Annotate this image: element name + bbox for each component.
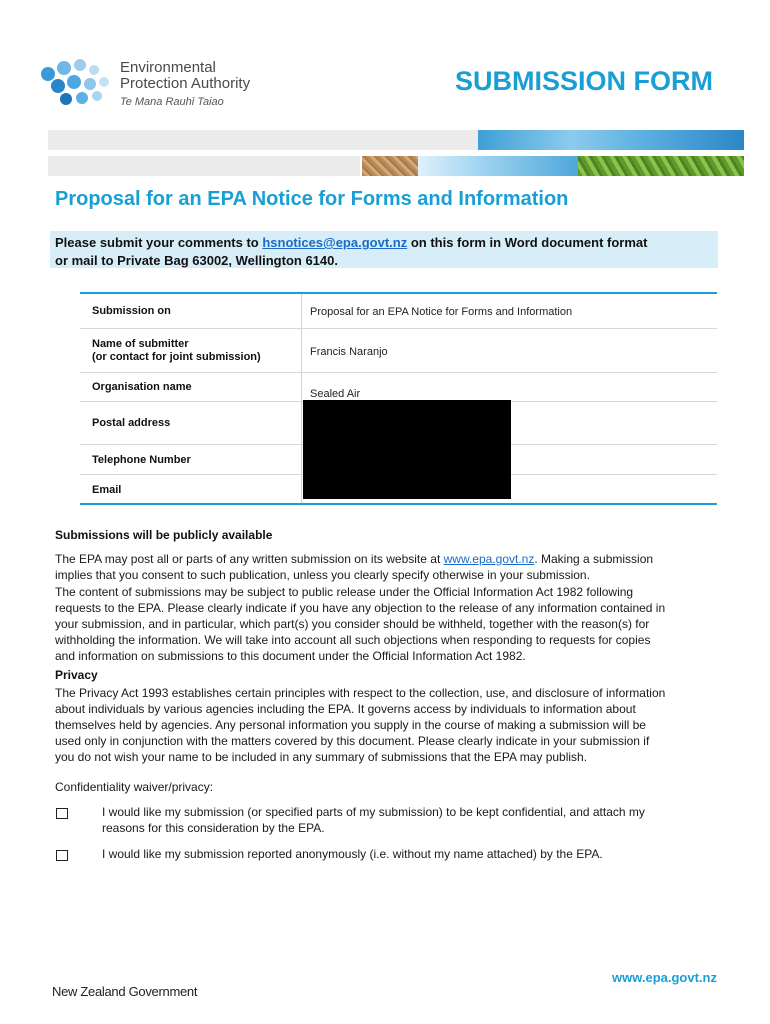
- submitter-name-value[interactable]: Francis Naranjo: [310, 346, 388, 358]
- email-link[interactable]: hsnotices@epa.govt.nz: [262, 235, 408, 250]
- paragraph-line: The Privacy Act 1993 establishes certain principles with respect to the collection, use, and disclosure of information: [55, 686, 666, 700]
- submission-on-label: Submission on: [92, 305, 171, 317]
- table-row-divider: [80, 328, 717, 329]
- organisation-name: [120, 60, 250, 110]
- option-line: reasons for this consideration by the EPA.: [102, 821, 325, 835]
- paragraph-line: requests to the EPA. Please clearly indicate if you have any objection to the release of any information contained in: [55, 601, 666, 615]
- publication-paragraph: [55, 551, 720, 583]
- paragraph-line: themselves held by agencies. Any personal information you supply in the course of making a submission will be: [55, 718, 646, 732]
- org-line-1: Environmental: [120, 59, 216, 76]
- privacy-heading: Privacy: [55, 668, 98, 682]
- footer-website-link[interactable]: www.epa.govt.nz: [612, 970, 717, 985]
- intro-text: or mail to Private Bag 63002, Wellington 6140.: [55, 253, 338, 268]
- banner-sky-image: [478, 130, 744, 150]
- submitter-name-label-line2: (or contact for joint submission): [92, 351, 261, 363]
- banner-cloud-image: [418, 156, 578, 176]
- paragraph-text: implies that you consent to such publication, unless you clearly specify otherwise in your submission.: [55, 568, 590, 582]
- option-line: I would like my submission (or specified parts of my submission) to be kept confidential, and attach my: [102, 805, 645, 819]
- table-top-border: [80, 292, 717, 294]
- nz-government-logo: New Zealand Government: [52, 984, 198, 999]
- intro-text: on this form in Word document format: [407, 235, 648, 250]
- redacted-block: [303, 400, 511, 499]
- banner-strip: [48, 156, 360, 176]
- paragraph-line: withholding the information. We will take into account all such objections when responding to requests for copies: [55, 633, 651, 647]
- organisation-value[interactable]: Sealed Air: [310, 388, 361, 400]
- table-bottom-border: [80, 503, 717, 505]
- banner-sand-image: [362, 156, 418, 176]
- anonymous-checkbox[interactable]: [56, 850, 68, 861]
- organisation-label: Organisation name: [92, 381, 192, 393]
- org-tagline: Te Mana Rauhī Taiao: [120, 96, 224, 108]
- epa-dots-logo-icon: [36, 56, 110, 108]
- oia-paragraph: [55, 584, 720, 664]
- paragraph-line: you do not wish your name to be included in any summary of submissions that the EPA may publish.: [55, 750, 588, 764]
- paragraph-line: your submission, and in particular, which part(s) you consider should be withheld, together with the reason(s) for: [55, 617, 650, 631]
- form-title: SUBMISSION FORM: [455, 66, 714, 96]
- submitter-name-label-line1: Name of submitter: [92, 338, 189, 350]
- submission-on-value[interactable]: Proposal for an EPA Notice for Forms and Information: [310, 306, 573, 318]
- confidential-checkbox[interactable]: [56, 808, 68, 819]
- paragraph-line: used only in conjunction with the matters covered by this document. Please clearly indicate in your submission if: [55, 734, 650, 748]
- banner-strip: [48, 130, 478, 150]
- postal-address-label: Postal address: [92, 417, 171, 429]
- website-link[interactable]: www.epa.govt.nz: [443, 552, 535, 566]
- paragraph-line: about individuals by various agencies including the EPA. It governs access by individuals to information about: [55, 702, 636, 716]
- submitter-name-label: [92, 338, 261, 364]
- telephone-label: Telephone Number: [92, 454, 191, 466]
- table-divider: [301, 294, 302, 503]
- confidential-option-text: [102, 804, 712, 836]
- waiver-label: Confidentiality waiver/privacy:: [55, 780, 214, 794]
- email-label: Email: [92, 484, 122, 496]
- intro-box: [50, 231, 718, 268]
- public-availability-heading: Submissions will be publicly available: [55, 528, 273, 542]
- paragraph-text: . Making a submission: [534, 552, 654, 566]
- paragraph-line: and information on submissions to this document under the Official Information Act 1982.: [55, 649, 526, 663]
- document-title: Proposal for an EPA Notice for Forms and Information: [55, 188, 569, 210]
- paragraph-line: The content of submissions may be subject to public release under the Official Information Act 1982 following: [55, 585, 634, 599]
- table-row-divider: [80, 372, 717, 373]
- intro-text: Please submit your comments to: [55, 235, 263, 250]
- org-line-2: Protection Authority: [120, 75, 251, 92]
- anonymous-option-text: I would like my submission reported anonymously (i.e. without my name attached) by the EPA.: [102, 847, 603, 861]
- privacy-paragraph: [55, 685, 720, 765]
- banner-fern-image: [578, 156, 744, 176]
- paragraph-text: The EPA may post all or parts of any written submission on its website at: [55, 552, 444, 566]
